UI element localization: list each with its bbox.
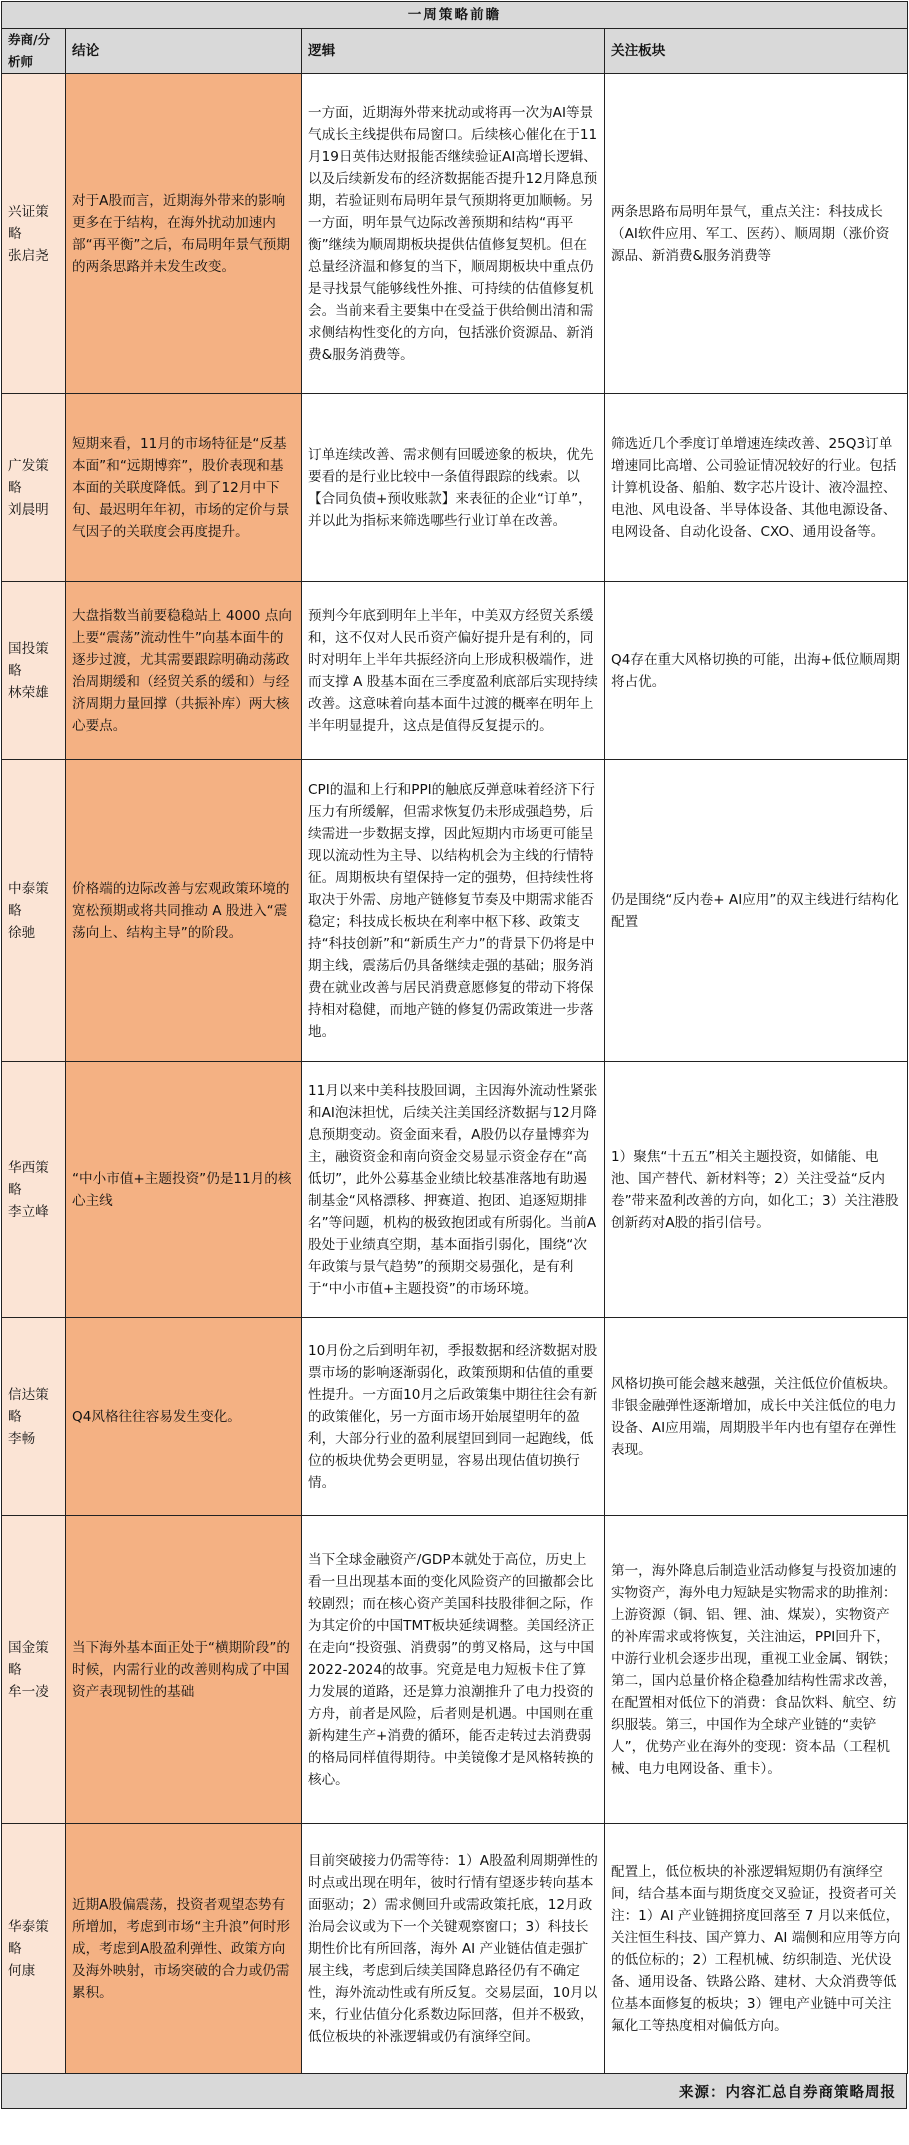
broker-cell [2,582,66,760]
conclusion-cell: 近期A股偏震荡，投资者观望态势有所增加，考虑到市场“主升浪”何时形成，考虑到A股盈利弹性、政策方向及海外映射，市场突破的合力或仍需累积。 [66,1824,302,2074]
focus-cell: 第一，海外降息后制造业活动修复与投资加速的实物资产，海外电力短缺是实物需求的助推剂：上游资源（铜、铝、锂、油、煤炭），实物资产的补库需求或将恢复，关注油运，PPI回升下，中游行业机会逐步出现，重视工业金属、钢铁；第二，国内总量价格企稳叠加结构性需求改善，在配置相对低位下的消费：食品饮料、航空、纺织服装。第三，中国作为全球产业链的“卖铲人”，优势产业在海外的变现：资本品（工程机械、电力电网设备、重卡）。 [605,1516,908,1824]
table-header-row [2,29,908,74]
table-row [2,1824,908,2074]
header-logic: 逻辑 [302,29,605,74]
table-row [2,1318,908,1516]
table-row [2,1062,908,1318]
conclusion-cell: 价格端的边际改善与宏观政策环境的宽松预期或将共同推动 A 股进入“震荡向上、结构主导”的阶段。 [66,760,302,1062]
focus-cell: 仍是围绕“反内卷+ AI应用”的双主线进行结构化配置 [605,760,908,1062]
analyst-name: 林荣雄 [8,684,49,701]
conclusion-cell: 短期来看，11月的市场特征是“反基本面”和“远期博弈”，股价表现和基本面的关联度降低。到了12月中下旬、最迟明年年初，市场的定价与景气因子的关联度会再度提升。 [66,394,302,582]
broker-cell [2,74,66,394]
table-title-row [2,2,908,29]
analyst-name: 李畅 [8,1430,36,1447]
table-row [2,582,908,760]
analyst-name: 刘晨明 [8,501,49,518]
conclusion-cell: 当下海外基本面正处于“横期阶段”的时候，内需行业的改善则构成了中国资产表现韧性的基础 [66,1516,302,1824]
header-conclusion: 结论 [66,29,302,74]
broker-name: 兴证策略 [8,203,49,242]
broker-cell [2,394,66,582]
broker-name: 广发策略 [8,457,49,496]
logic-cell: 11月以来中美科技股回调，主因海外流动性紧张和AI泡沫担忧，后续关注美国经济数据与12月降息预期变动。资金面来看，A股仍以存量博弈为主，融资资金和南向资金交易显示资金存在“高低切”，此外公募基金业绩比较基准落地有助遏制基金“风格漂移、押赛道、抱团、追逐短期排名”等问题，机构的极致抱团或有所弱化。当前A股处于业绩真空期，基本面指引弱化，围绕“次年政策与景气趋势”的预期交易强化，是有利于“中小市值+主题投资”的市场环境。 [302,1062,605,1318]
broker-name: 华泰策略 [8,1918,49,1957]
broker-name: 信达策略 [8,1386,49,1425]
strategy-table-container [1,1,907,2109]
logic-cell: 一方面，近期海外带来扰动或将再一次为AI等景气成长主线提供布局窗口。后续核心催化在于11月19日英伟达财报能否继续验证AI高增长逻辑、以及后续新发布的经济数据能否提升12月降息预期，若验证则布局明年景气预期将更加顺畅。另一方面，明年景气边际改善预期和结构“再平衡”继续为顺周期板块提供估值修复契机。但在总量经济温和修复的当下，顺周期板块中重点仍是寻找景气能够线性外推、可持续的估值修复机会。当前来看主要集中在受益于供给侧出清和需求侧结构性变化的方向，包括涨价资源品、新消费&服务消费等。 [302,74,605,394]
conclusion-cell: 对于A股而言，近期海外带来的影响更多在于结构，在海外扰动加速内部“再平衡”之后，布局明年景气预期的两条思路并未发生改变。 [66,74,302,394]
broker-name: 华西策略 [8,1159,49,1198]
focus-cell: 风格切换可能会越来越强，关注低位价值板块。非银金融弹性逐渐增加，成长中关注低位的电力设备、AI应用端，周期股半年内也有望存在弹性表现。 [605,1318,908,1516]
analyst-name: 李立峰 [8,1203,49,1220]
analyst-name: 徐驰 [8,924,36,941]
header-focus: 关注板块 [605,29,908,74]
broker-cell [2,1824,66,2074]
analyst-name: 何康 [8,1962,36,1979]
focus-cell: Q4存在重大风格切换的可能，出海+低位顺周期将占优。 [605,582,908,760]
conclusion-cell: 大盘指数当前要稳稳站上 4000 点向上要“震荡”流动性牛”向基本面牛的逐步过渡，尤其需要跟踪明确动荡政治周期缓和（经贸关系的缓和）与经济周期力量回撑（共振补库）两大核心要点。 [66,582,302,760]
conclusion-cell: “中小市值+主题投资”仍是11月的核心主线 [66,1062,302,1318]
logic-cell: 10月份之后到明年初，季报数据和经济数据对股票市场的影响逐渐弱化，政策预期和估值的重要性提升。一方面10月之后政策集中期往往会有新的政策催化，另一方面市场开始展望明年的盈利，大部分行业的盈利展望回到同一起跑线，低位的板块优势会更明显，容易出现估值切换行情。 [302,1318,605,1516]
source-note: 来源：内容汇总自券商策略周报 [679,2085,896,2101]
strategy-table [1,1,908,2074]
logic-cell: 订单连续改善、需求侧有回暖迹象的板块，优先要看的是行业比较中一条值得跟踪的线索。以【合同负债+预收账款】来表征的企业“订单”，并以此为指标来筛选哪些行业订单在改善。 [302,394,605,582]
analyst-name: 张启尧 [8,247,49,264]
broker-cell [2,1516,66,1824]
table-row [2,74,908,394]
broker-name: 国投策略 [8,640,49,679]
broker-cell [2,1062,66,1318]
header-broker: 券商/分析师 [2,29,66,74]
table-title: 一周策略前瞻 [2,2,908,29]
logic-cell: 目前突破接力仍需等待：1）A股盈利周期弹性的时点或出现在明年，彼时行情有望逐步转向基本面驱动；2）需求侧回升或需政策托底，12月政治局会议或为下一个关键观察窗口；3）科技长期性价比有所回落，海外 AI 产业链估值走强扩展主线，考虑到后续美国降息路径仍有不确定性，海外流动性或有所反复。交易层面，10月以来，行业估值分化系数边际回落，但并不极致，低位板块的补涨逻辑或仍有演绎空间。 [302,1824,605,2074]
broker-name: 中泰策略 [8,880,49,919]
logic-cell: CPI的温和上行和PPI的触底反弹意味着经济下行压力有所缓解，但需求恢复仍未形成强趋势，后续需进一步数据支撑，因此短期内市场更可能呈现以流动性为主导、以结构机会为主线的行情特征。周期板块有望保持一定的强势，但持续性将取决于外需、房地产链修复节奏及中期需求能否稳定；科技成长板块在利率中枢下移、政策支持“科技创新”和“新质生产力”的背景下仍将是中期主线，震荡后仍具备继续走强的基础；服务消费在就业改善与居民消费意愿修复的带动下将保持相对稳健，而地产链的修复仍需政策进一步落地。 [302,760,605,1062]
analyst-name: 牟一凌 [8,1683,49,1700]
focus-cell: 1）聚焦“十五五”相关主题投资，如储能、电池、国产替代、新材料等；2）关注受益“反内卷”带来盈利改善的方向，如化工；3）关注港股创新药对A股的指引信号。 [605,1062,908,1318]
focus-cell: 配置上，低位板块的补涨逻辑短期仍有演绎空间，结合基本面与期货度交叉验证，投资者可关注：1）AI 产业链拥挤度回落至 7 月以来低位，关注恒生科技、国产算力、AI 端侧和应用等方向的低位标的；2）工程机械、纺织制造、光伏设备、通用设备、铁路公路、建材、大众消费等低位基本面修复的板块；3）锂电产业链中可关注氟化工等热度相对偏低方向。 [605,1824,908,2074]
table-row [2,394,908,582]
table-row [2,760,908,1062]
logic-cell: 预判今年底到明年上半年，中美双方经贸关系缓和，这不仅对人民币资产偏好提升是有利的，同时对明年上半年共振经济向上形成积极端作，进而支撑 A 股基本面在三季度盈利底部后实现持续改善。这意味着向基本面牛过渡的概率在明年上半年明显提升，这点是值得反复提示的。 [302,582,605,760]
conclusion-cell: Q4风格往往容易发生变化。 [66,1318,302,1516]
focus-cell: 两条思路布局明年景气，重点关注：科技成长（AI软件应用、军工、医药）、顺周期（涨价资源品、新消费&服务消费等 [605,74,908,394]
source-footer [1,2074,907,2109]
logic-cell: 当下全球金融资产/GDP本就处于高位，历史上看一旦出现基本面的变化风险资产的回撤都会比较剧烈；而在核心资产美国科技股徘徊之际，作为其定价的中国TMT板块延续调整。美国经济正在走向“投资强、消费弱”的剪叉格局，这与中国2022-2024的故事。究竟是电力短板卡住了算力发展的道路，还是算力浪潮推升了电力投资的方舟，前者是风险，后者则是机遇。中国则在重新构建生产+消费的循环，能否走转过去消费弱的格局同样值得期待。中美镜像才是风格转换的核心。 [302,1516,605,1824]
broker-cell [2,760,66,1062]
table-row [2,1516,908,1824]
broker-name: 国金策略 [8,1639,49,1678]
broker-cell [2,1318,66,1516]
focus-cell: 筛选近几个季度订单增速连续改善、25Q3订单增速同比高增、公司验证情况较好的行业。包括计算机设备、船舶、数字芯片设计、液冷温控、电池、风电设备、半导体设备、其他电源设备、电网设备、自动化设备、CXO、通用设备等。 [605,394,908,582]
